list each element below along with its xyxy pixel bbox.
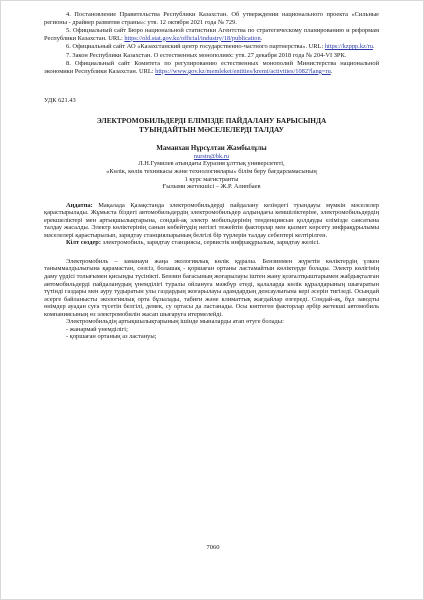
title-line: ЭЛЕКТРОМОБИЛЬДЕРДІ ЕЛІМІЗДЕ ПАЙДАЛАНУ БАРЫСЫНДА — [96, 115, 327, 125]
keywords-text: электромобиль, зарядтау станциясы, сервистік инфрақұрылым, зарядтау желісі. — [100, 239, 320, 247]
reference-link[interactable]: https://old.stat.gov.kz/official/industry/18/publication — [124, 34, 261, 42]
abstract-label: Аңдатпа: — [66, 201, 93, 209]
abstract — [44, 202, 379, 240]
reference-text: 4. Постановление Правительства Республики Казахстан. Об утверждении национального проекта «Сильные регионы - драйвер развития страны»: утв. 12 октября 2021 года № 729. — [44, 11, 379, 26]
reference-item — [44, 52, 379, 60]
reference-item — [44, 60, 379, 75]
reference-list — [44, 11, 379, 75]
page-number: 7060 — [206, 544, 220, 551]
keywords — [44, 239, 379, 247]
reference-tail: . — [372, 43, 375, 51]
affiliation-line: 1 курс магистранты — [184, 175, 239, 183]
reference-text: 7. Закон Республики Казахстан. О естественных монополиях: утв. 27 декабря 2018 года № 204-VI ЗРК. — [66, 51, 347, 59]
keywords-label: Кілт сөздер: — [66, 239, 101, 247]
page-content — [44, 11, 379, 341]
udc-code: УДК 621.43 — [44, 97, 76, 105]
body-paragraph: Электромобильдің артықшылықтарының ішінде мыналарды атап өтуге болады: — [66, 318, 284, 326]
reference-text: 6. Официальный сайт АО «Казахстанский центр государственно-частного партнерства». URL: — [66, 43, 325, 51]
reference-item — [44, 43, 379, 51]
author-email[interactable]: nurstn@bk.ru — [193, 152, 230, 160]
affiliation-line: «Көлік, көлік техникасы және технологиялары» білім беру бағдарламасының — [106, 168, 317, 176]
affiliation-line: Ғылыми жетекшісі – Ж.Р. Алипбаев — [162, 183, 261, 191]
reference-tail: . — [260, 34, 263, 42]
list-item: - жанармай үнемділігі; — [66, 325, 128, 333]
reference-text: 5. Официальный сайт Бюро национальной статистики Агентства по стратегическому планированию и реформам Республики Казахстан. URL: — [44, 27, 379, 42]
affiliation-block — [44, 160, 379, 190]
abstract-text: Мақалада Қазақстанда электромобильдерді пайдалану кезіндегі туындауы мүмкін мәселелер қарастырылады. Жұмыста біздегі автомобильдердің электромобильдер алдындағы кемшіліктеріне, электромобильдердің ерекшеліктері мен артықшылықтарына, сондай-ақ электр мобильдерінің тенденциясын қолдауды елімізде саясатына талдау жасалды. Электр көліктерінің санын көбейтудің негізгі тежейтін факторлар мен қызмет көрсету инфрақұрылымы мәселелері қарастырылып, зарядтау станциялырының белгілі бір түрлерін талдау себептері келтірілген. — [44, 201, 379, 239]
reference-item — [44, 27, 379, 42]
reference-item — [44, 11, 379, 26]
list-item: - қоршаған ортаның аз ластануы; — [66, 333, 157, 341]
reference-tail: . — [330, 67, 333, 75]
reference-link[interactable]: https://www.gov.kz/memleket/entities/kremi/activities/1082?lang=ru — [155, 67, 331, 75]
affiliation-line: Л.Н.Гумилев атындағы Еуразия ұлттық университеті, — [138, 160, 285, 168]
reference-text: 8. Официальный сайт Комитета по регулированию естественных монополий Министерства национальной экономики Республики Казахстан. URL: — [44, 60, 379, 75]
author-name: Маманхан Нұрсұлтан Жамбылұлы — [156, 144, 267, 152]
reference-link[interactable]: https://kzppp.kz/ru — [324, 43, 373, 51]
body-paragraph: Электромобиль – заманауи жаңа экологиялық көлік құралы. Бензинмен жүретін көліктердің үлкен таныммалдылығына қарамастан, сөзсіз, болашақ - қоршаған ортаны ластамайтын көліктерде болады. Электр көлігінің даму үрдісі толығымен қисынды түсінікті. Бензин бағасының жоғарылауы іштен жану қозғалтқыштарымен жабдықталған автомобильдерді пайдаланудың үнемділігі туралы ойлануға мәжбүр етеді, қалаларда көлік құралдарының шығаратын түтінді газдары мен ауру тудыратын улы газдардың жоғарылауы адамдардың денсаулығына кері әсерін тигізеді. Осындай әсерге байланысты экологиялық орта бұзылады, табиғи және климаттық жағдайлар өзгереді. Сондай-ақ, бұл заводты өнімдер ауадан суға түсетін белгілі, демек, су ортасы да ластанады. Осы көптеген факторлар әрбір жетекші автомобиль компаниясының өз электромобилін жасап шығаруға итермелейді. — [44, 257, 379, 318]
title-line: ТУЫНДАЙТЫН МӘСЕЛЕЛЕРДІ ТАЛДАУ — [139, 124, 284, 134]
article-title — [44, 116, 379, 134]
